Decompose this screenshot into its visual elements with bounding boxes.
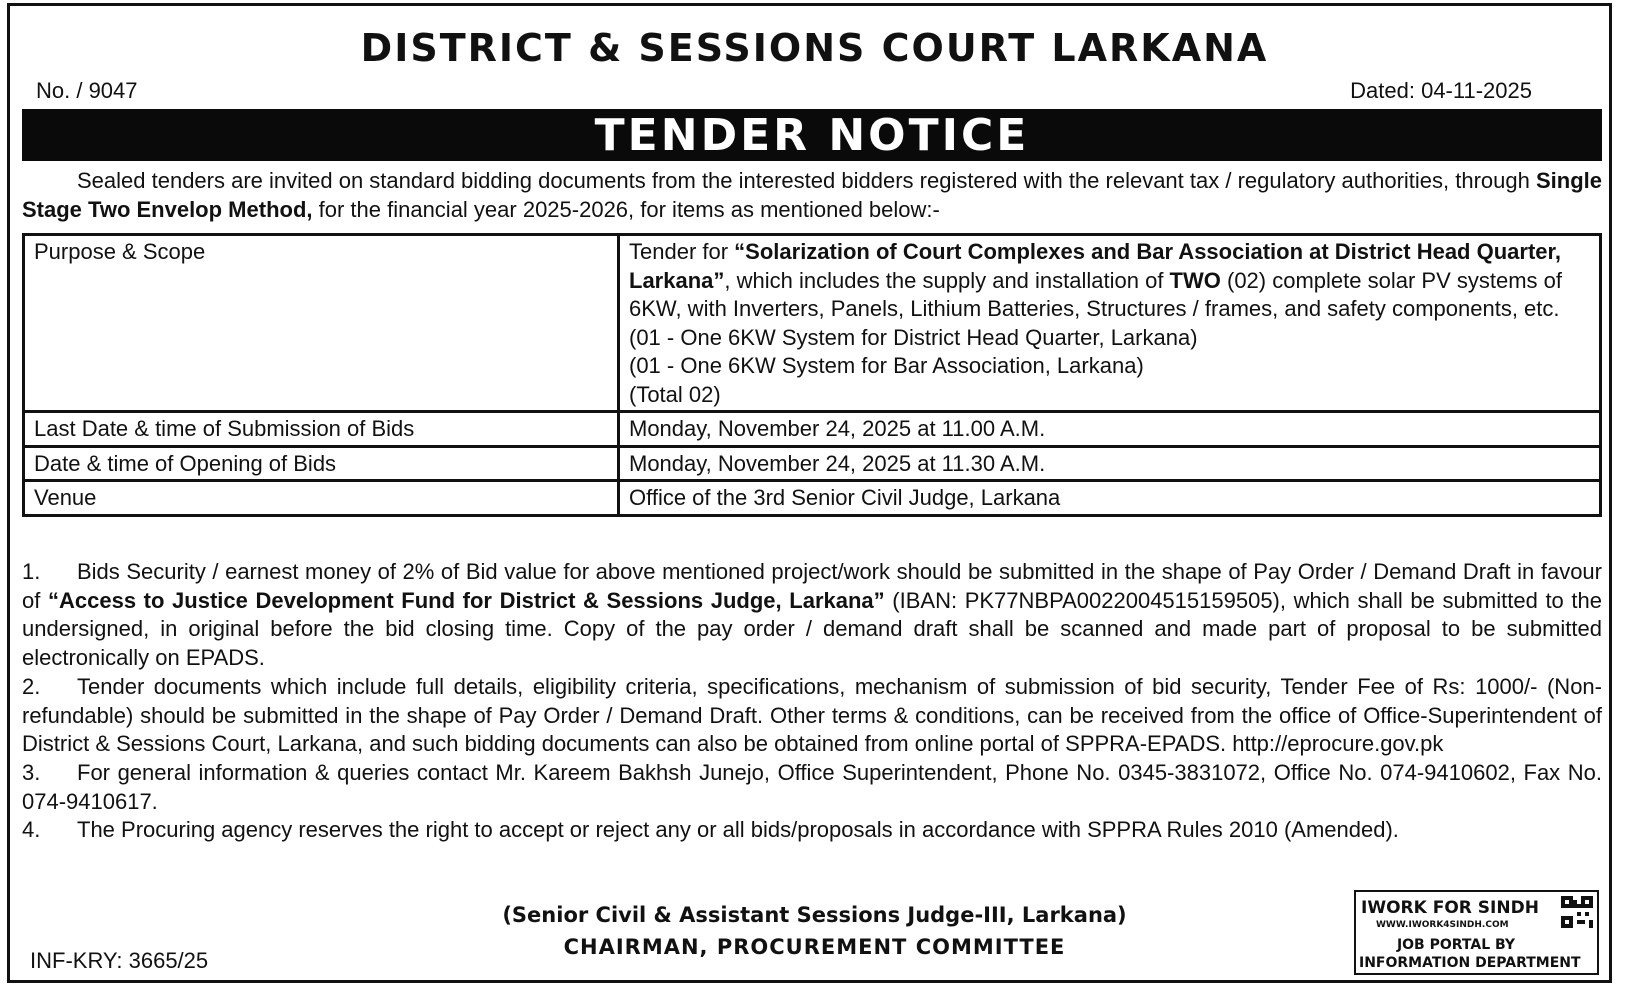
inf-code: INF-KRY: 3665/25 [30, 948, 209, 973]
point-2-text: Tender documents which include full details, eligibility criteria, specifications, mechanism of submission of bid security, Tender Fee of Rs: 1000/- (Non-refundable) should be submitted in the shape of Pay Order / Demand Draft. Other terms & conditions, can be received from the office of Office-Superintendent of District & Sessions Court, Larkana, and such bidding documents can also be obtained from online portal of SPPRA-EPADS. http://eprocure.gov.pk [22, 673, 1602, 757]
court-title: DISTRICT & SESSIONS COURT LARKANA [360, 26, 1269, 70]
tender-details-table [22, 233, 1602, 517]
tender-notice-banner: TENDER NOTICE [22, 109, 1602, 161]
table-row [24, 235, 1601, 412]
notice-date: Dated: 04-11-2025 [1350, 78, 1532, 103]
scope-prefix: Tender for [629, 239, 735, 264]
submission-value: Monday, November 24, 2025 at 11.00 A.M. [619, 412, 1601, 447]
fund-name: “Access to Justice Development Fund for District & Sessions Judge, Larkana” [47, 587, 885, 613]
venue-value: Office of the 3rd Senior Civil Judge, Larkana [619, 481, 1601, 516]
purpose-label: Purpose & Scope [24, 235, 619, 412]
badge-line-1: JOB PORTAL BY [1396, 937, 1516, 953]
scope-total: (Total 02) [629, 381, 721, 407]
signatory: (Senior Civil & Assistant Sessions Judge-III, Larkana) [502, 903, 1127, 927]
list-item [22, 759, 1602, 816]
table-row [24, 412, 1601, 447]
table-row [24, 481, 1601, 516]
list-item [22, 816, 1602, 845]
badge-line-2: INFORMATION DEPARTMENT [1359, 955, 1581, 971]
point-number: 4. [22, 817, 41, 843]
designation: CHAIRMAN, PROCUREMENT COMMITTEE [563, 935, 1066, 959]
intro-paragraph [22, 166, 1602, 224]
intro-text-1: Sealed tenders are invited on standard bidding documents from the interested bidders registered with the relevant tax / regulatory authorities, through [77, 168, 1536, 193]
point-3-text: For general information & queries contact Mr. Kareem Bakhsh Junejo, Office Superintendent, Phone No. 0345-3831072, Office No. 074-9410602, Fax No. 074-9410617. [22, 759, 1602, 814]
point-number: 1. [22, 559, 41, 584]
badge-brand: IWORK FOR SINDH [1361, 898, 1539, 918]
point-number: 2. [22, 673, 41, 699]
point-number: 3. [22, 759, 41, 785]
point-4-text: The Procuring agency reserves the right to accept or reject any or all bids/proposals in accordance with SPPRA Rules 2010 (Amended). [77, 817, 1399, 843]
point-1-text-cont: (IBAN: PK77NBPA0022004515159505), which shall be submitted to the undersigned, in original before the bid closing time. Copy of the pay order / demand draft shall be scanned and made part of proposal to be submitted electronically on EPADS. [22, 587, 1602, 671]
qr-code-icon [1561, 896, 1593, 928]
submission-label: Last Date & time of Submission of Bids [24, 412, 619, 447]
venue-label: Venue [24, 481, 619, 516]
project-title: “Solarization of Court Complexes and Bar Association at District Head Quarter, Larkana” [629, 239, 1561, 293]
opening-value: Monday, November 24, 2025 at 11.30 A.M. [619, 446, 1601, 481]
table-row [24, 446, 1601, 481]
point-1-text: Bids Security / earnest money of 2% of Bid value for above mentioned project/work should be submitted in the shape of Pay Order / Demand Draft in favour of [22, 559, 1602, 613]
scope-description [629, 238, 1591, 324]
scope-middle: , which includes the supply and installation of [724, 267, 1170, 293]
purpose-scope-cell [619, 235, 1601, 412]
scope-item-2: (01 - One 6KW System for Bar Association, Larkana) [629, 353, 1144, 378]
iwork-badge [1354, 890, 1599, 975]
system-count: TWO [1169, 267, 1221, 293]
bidding-method: Single Stage Two Envelop Method, [22, 168, 1602, 222]
terms-list [22, 558, 1602, 845]
reference-number: No. / 9047 [36, 78, 138, 103]
intro-text-2: for the financial year 2025-2026, for items as mentioned below:- [312, 197, 940, 222]
scope-rest: (02) complete solar PV systems of 6KW, with Inverters, Panels, Lithium Batteries, Structures / frames, and safety components, etc. [629, 267, 1562, 321]
scope-item-1: (01 - One 6KW System for District Head Quarter, Larkana) [629, 324, 1198, 350]
list-item [22, 673, 1602, 759]
opening-label: Date & time of Opening of Bids [24, 446, 619, 481]
badge-site: WWW.IWORK4SINDH.COM [1376, 920, 1509, 930]
list-item [22, 558, 1602, 673]
